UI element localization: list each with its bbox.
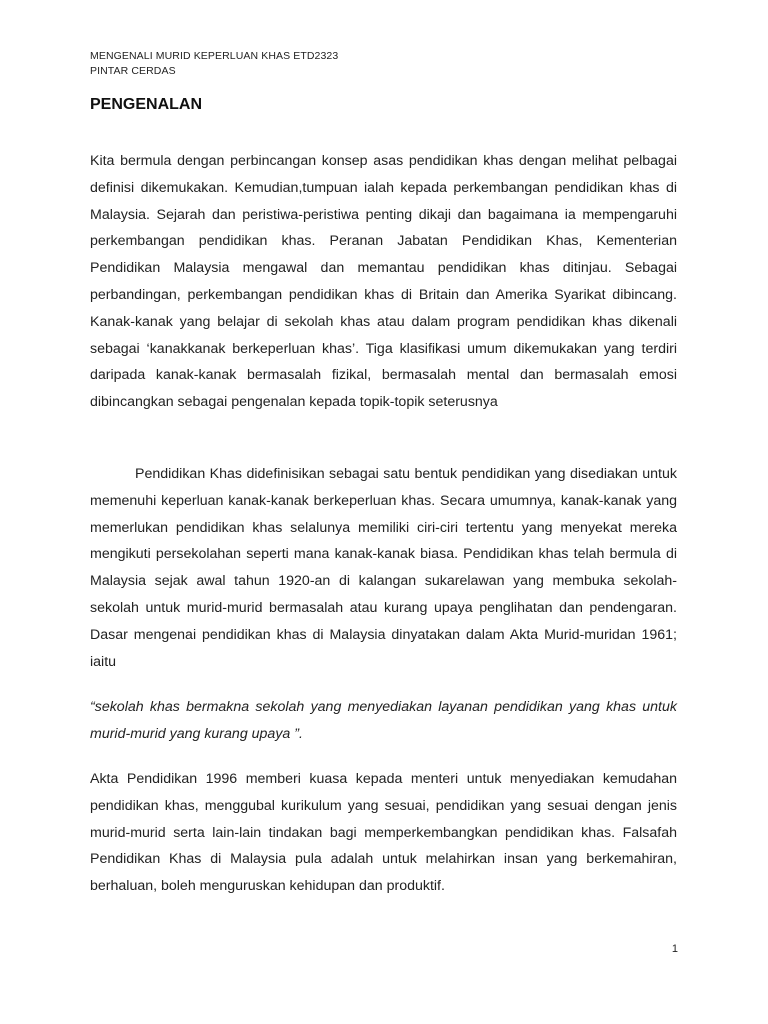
running-header — [90, 49, 338, 79]
header-course-title: MENGENALI MURID KEPERLUAN KHAS ETD2323 — [90, 50, 339, 62]
section-title: PENGENALAN — [90, 96, 203, 113]
paragraph-quote: “sekolah khas bermakna sekolah yang menyediakan layanan pendidikan yang khas untuk murid-murid yang kurang upaya ”. — [90, 699, 677, 742]
paragraph-definition: Pendidikan Khas didefinisikan sebagai satu bentuk pendidikan yang disediakan untuk memenuhi keperluan kanak-kanak berkeperluan khas. Secara umumnya, kanak-kanak yang memerlukan pendidikan khas selalunya memiliki ciri-ciri tertentu yang menyekat mereka mengikuti persekolahan seperti mana kanak-kanak biasa. Pendidikan khas telah bermula di Malaysia sejak awal tahun 1920-an di kalangan sukarelawan yang membuka sekolah-sekolah untuk murid-murid bermasalah atau kurang upaya penglihatan dan pendengaran. Dasar mengenai pendidikan khas di Malaysia dinyatakan dalam Akta Murid-muridan 1961; iaitu — [90, 466, 677, 670]
paragraph-introduction: Kita bermula dengan perbincangan konsep asas pendidikan khas dengan melihat pelbagai definisi dikemukakan. Kemudian,tumpuan ialah kepada perkembangan pendidikan khas di Malaysia. Sejarah dan peristiwa-peristiwa penting dikaji dan bagaimana ia mempengaruhi perkembangan pendidikan khas. Peranan Jabatan Pendidikan Khas, Kementerian Pendidikan Malaysia mengawal dan memantau pendidikan khas ditinjau. Sebagai perbandingan, perkembangan pendidikan khas di Britain dan Amerika Syarikat dibincang. Kanak-kanak yang belajar di sekolah khas atau dalam program pendidikan khas dikenali sebagai ‘kanakkanak berkeperluan khas’. Tiga klasifikasi umum dikemukakan yang terdiri daripada kanak-kanak bermasalah fizikal, bermasalah mental dan bermasalah emosi dibincangkan sebagai pengenalan kepada topik-topik seterusnya — [90, 153, 677, 411]
page-number: 1 — [671, 943, 678, 955]
header-subtitle: PINTAR CERDAS — [90, 65, 176, 77]
paragraph-education-act: Akta Pendidikan 1996 memberi kuasa kepada menteri untuk menyediakan kemudahan pendidikan khas, menggubal kurikulum yang sesuai, pendidikan yang sesuai dengan jenis murid-murid serta lain-lain tindakan bagi memperkembangkan pendidikan khas. Falsafah Pendidikan Khas di Malaysia pula adalah untuk melahirkan insan yang berkemahiran, berhaluan, boleh menguruskan kehidupan dan produktif. — [90, 771, 677, 895]
